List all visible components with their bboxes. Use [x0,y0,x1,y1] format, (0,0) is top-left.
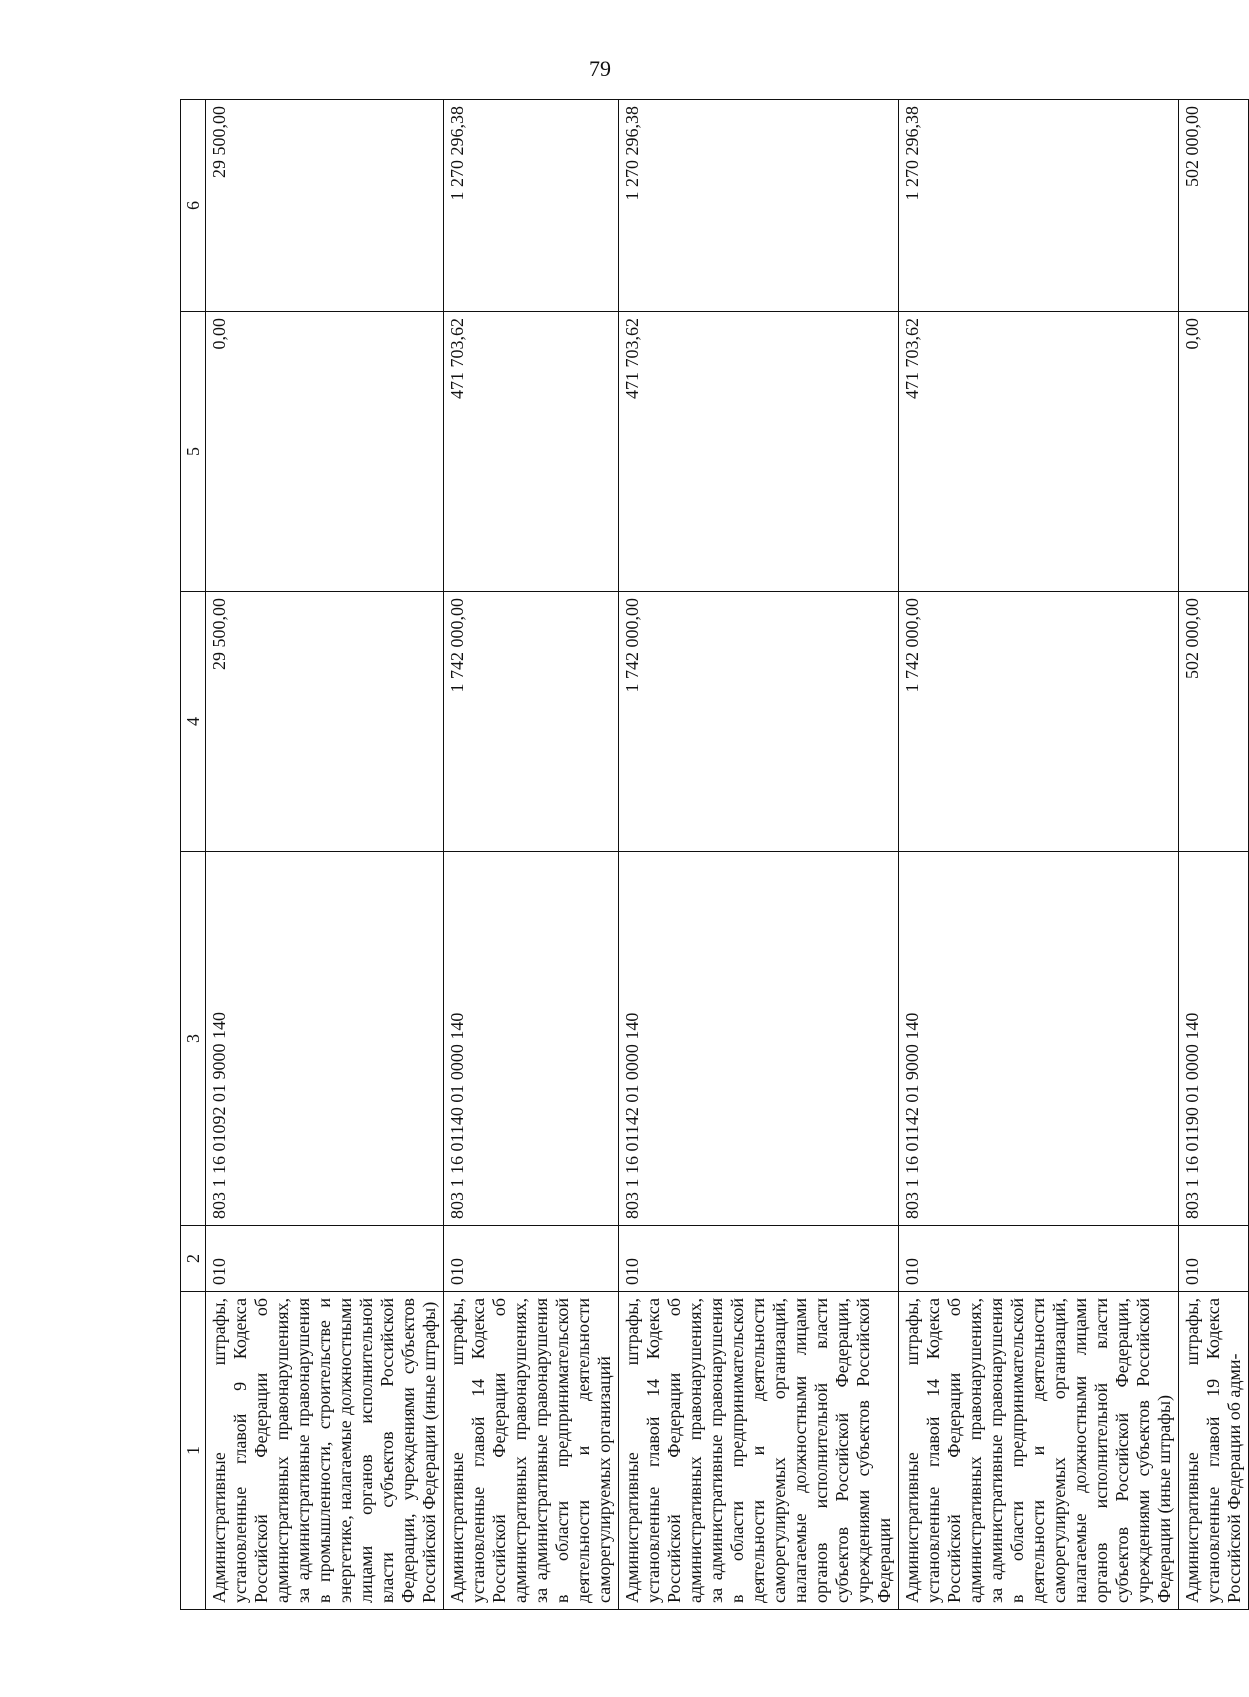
row-code: 010 [206,1226,444,1292]
header-row [181,100,206,1610]
row-col6: 29 500,00 [206,100,444,312]
header-cell: 2 [181,1226,206,1292]
header-cell: 3 [181,852,206,1226]
row-col6: 1 270 296,38 [619,100,899,312]
row-col4: 502 000,00 [1179,592,1249,852]
table-row [444,100,619,1610]
table-row [899,100,1179,1610]
table-row [619,100,899,1610]
row-kbk: 803 1 16 01140 01 0000 140 [444,852,619,1226]
row-code: 010 [899,1226,1179,1292]
row-code: 010 [444,1226,619,1292]
row-description: Административные штрафы, установленные главой 14 Кодекса Российской Федерации об административных правонарушениях, за административные правонарушения в области предпринимательской деятельности и деятельности саморегулируемых организаций, налагаемые должностными лицами органов исполнительной власти субъектов Российской Федерации, учреждениями субъектов Российской Федерации (иные штрафы) [899,1292,1179,1610]
header-cell: 6 [181,100,206,312]
row-description: Административные штрафы, установленные главой 14 Кодекса Российской Федерации об административных правонарушениях, за административные правонарушения в области предпринимательской деятельности и деятельности саморегулируемых организаций [444,1292,619,1610]
budget-table [180,99,1249,1610]
row-col5: 471 703,62 [619,312,899,592]
row-kbk: 803 1 16 01142 01 0000 140 [619,852,899,1226]
table-row [1179,100,1249,1610]
row-col4: 1 742 000,00 [619,592,899,852]
row-kbk: 803 1 16 01092 01 9000 140 [206,852,444,1226]
row-description: Административные штрафы, установленные главой 9 Кодекса Российской Федерации об административных правонарушениях, за административные правонарушения в промышленности, строительстве и энергетике, налагаемые должностными лицами органов исполнительной власти субъектов Российской Федерации, учреждениями субъектов Российской Федерации (иные штрафы) [206,1292,444,1610]
row-col6: 1 270 296,38 [899,100,1179,312]
row-col4: 1 742 000,00 [444,592,619,852]
row-col5: 471 703,62 [444,312,619,592]
row-col5: 0,00 [1179,312,1249,592]
row-code: 010 [1179,1226,1249,1292]
row-code: 010 [619,1226,899,1292]
header-cell: 4 [181,592,206,852]
row-description: Административные штрафы, установленные главой 19 Кодекса Российской Федерации об адми- [1179,1292,1249,1610]
header-cell: 1 [181,1292,206,1610]
row-col6: 1 270 296,38 [444,100,619,312]
row-description: Административные штрафы, установленные главой 14 Кодекса Российской Федерации об административных правонарушениях, за административные правонарушения в области предпринимательской деятельности и деятельности саморегулируемых организаций, налагаемые должностными лицами органов исполнительной власти субъектов Российской Федерации, учреждениями субъектов Российской Федерации [619,1292,899,1610]
rotated-table-container [180,100,1244,1610]
table-row [206,100,444,1610]
row-kbk: 803 1 16 01142 01 9000 140 [899,852,1179,1226]
row-col6: 502 000,00 [1179,100,1249,312]
row-col5: 0,00 [206,312,444,592]
row-col4: 29 500,00 [206,592,444,852]
row-col4: 1 742 000,00 [899,592,1179,852]
row-col5: 471 703,62 [899,312,1179,592]
page-number: 79 [589,56,611,81]
row-kbk: 803 1 16 01190 01 0000 140 [1179,852,1249,1226]
header-cell: 5 [181,312,206,592]
